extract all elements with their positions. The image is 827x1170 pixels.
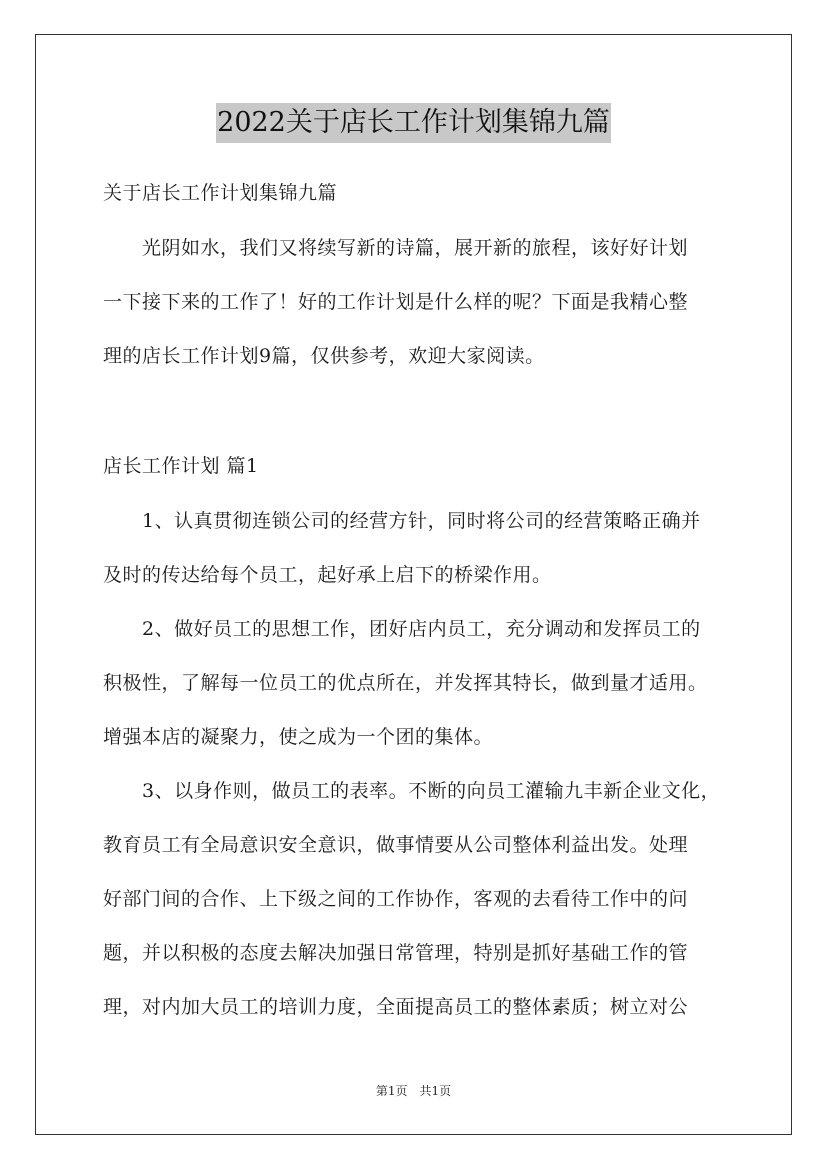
subtitle-line: 关于店长工作计划集锦九篇 [103, 182, 338, 204]
paragraph-line: 题，并以积极的态度去解决加强日常管理，特别是抓好基础工作的管 [103, 942, 689, 964]
paragraph-line: 理的店长工作计划9篇，仅供参考，欢迎大家阅读。 [103, 345, 545, 367]
title-container [0, 103, 827, 143]
paragraph-line: 及时的传达给每个员工，起好承上启下的桥梁作用。 [103, 564, 552, 586]
paragraph-line: 教育员工有全局意识安全意识，做事情要从公司整体利益出发。处理 [103, 834, 689, 856]
page-footer: 第1页 共1页 [375, 1084, 452, 1098]
paragraph-line: 1、认真贯彻连锁公司的经营方针，同时将公司的经营策略正确并 [103, 510, 701, 532]
paragraph-line: 2、做好员工的思想工作，团好店内员工，充分调动和发挥员工的 [103, 618, 701, 640]
paragraph-line: 积极性，了解每一位员工的优点所在，并发挥其特长，做到量才适用。 [103, 672, 708, 694]
document-title: 2022关于店长工作计划集锦九篇 [216, 103, 611, 143]
paragraph-line: 3、以身作则，做员工的表率。不断的向员工灌输九丰新企业文化， [103, 780, 721, 802]
paragraph-line: 理，对内加大员工的培训力度，全面提高员工的整体素质；树立对公 [103, 996, 689, 1018]
paragraph-line: 光阴如水，我们又将续写新的诗篇，展开新的旅程，该好好计划 [103, 237, 689, 259]
paragraph-line: 一下接下来的工作了！好的工作计划是什么样的呢？下面是我精心整 [103, 291, 689, 313]
paragraph-line: 增强本店的凝聚力，使之成为一个团的集体。 [103, 726, 494, 748]
section-heading: 店长工作计划 篇1 [103, 455, 259, 477]
paragraph-line: 好部门间的合作、上下级之间的工作协作，客观的去看待工作中的问 [103, 888, 689, 910]
